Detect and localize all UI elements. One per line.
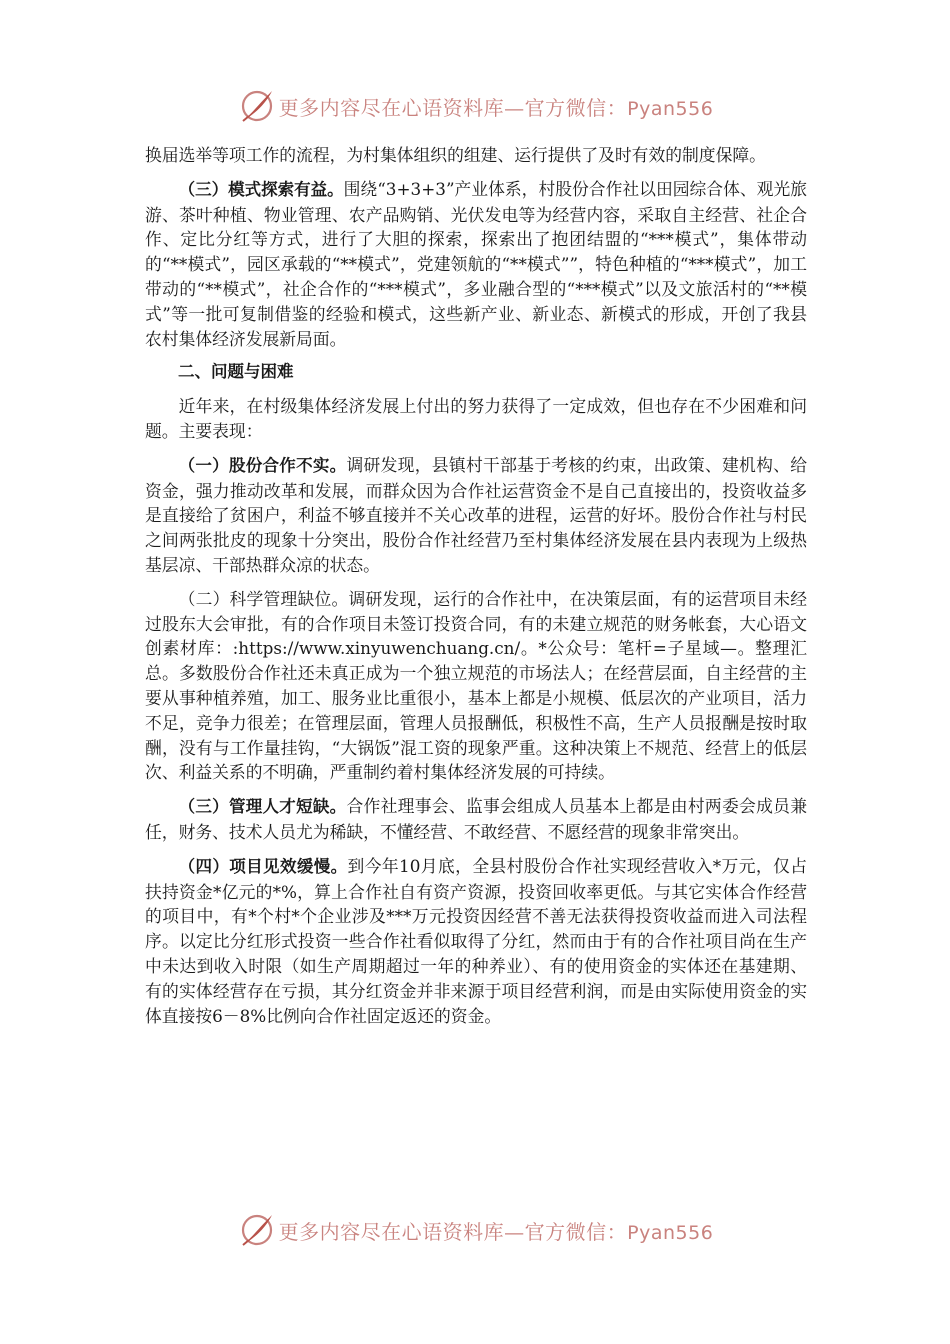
paragraph	[145, 177, 807, 352]
quill-pen-logo-icon	[237, 1210, 277, 1250]
paragraph-text: 近年来，在村级集体经济发展上付出的努力获得了一定成效，但也存在不少困难和问题。主要表现：	[145, 396, 807, 441]
header-banner	[0, 84, 950, 128]
banner-text	[279, 1216, 714, 1245]
paragraph	[145, 587, 807, 785]
paragraph-lead: （三）管理人才短缺。	[178, 797, 347, 817]
wechat-id: Pyan556	[627, 97, 714, 120]
footer-banner	[0, 1208, 950, 1252]
document-body	[145, 143, 807, 1037]
paragraph-lead: （一）股份合作不实。	[178, 455, 347, 475]
paragraph-text: 到今年10月底，全县村股份合作社实现经营收入*万元，仅占扶持资金*亿元的*%，算上合作社自有资产资源，投资回收率更低。与其它实体合作经营的项目中，有*个村*个企业涉及***万元投资因经营不善无法获得投资收益而进入司法程序。以定比分红形式投资一些合作社看似取得了分红，然而由于有的合作社项目尚在生产中未达到收入时限（如生产周期超过一年的种养业）、有的使用资金的实体还在基建期、有的实体经营存在亏损，其分红资金并非来源于项目经营利润，而是由实际使用资金的实体直接按6－8%比例向合作社固定返还的资金。	[145, 855, 808, 1026]
paragraph-lead: （三）模式探索有益。	[178, 179, 344, 199]
banner-text	[279, 92, 714, 121]
banner-label: 更多内容尽在心语资料库—官方微信：	[278, 95, 628, 120]
paragraph-text: 围绕“3+3+3”产业体系，村股份合作社以田园综合体、观光旅游、茶叶种植、物业管理、农产品购销、光伏发电等为经营内容，采取自主经营、社企合作、定比分红等方式，进行了大胆的探索，探索出了抱团结盟的“***模式”，集体带动的“**模式”，园区承载的“**模式”，党建领航的“**模式””，特色种植的“***模式”，加工带动的“**模式”，社企合作的“***模式”，多业融合型的“***模式”以及文旅活村的“**模式”等一批可复制借鉴的经验和模式，这些新产业、新业态、新模式的形成，开创了我县农村集体经济发展新局面。	[145, 178, 808, 349]
section-heading: 二、问题与困难	[178, 362, 294, 382]
paragraph	[145, 794, 807, 845]
paragraph	[145, 143, 807, 168]
wechat-id: Pyan556	[627, 1221, 714, 1244]
banner-label: 更多内容尽在心语资料库—官方微信：	[278, 1219, 628, 1244]
paragraph-text: 调研发现，县镇村干部基于考核的约束，出政策、建机构、给资金，强力推动改革和发展，而群众因为合作社运营资金不是自己直接出的，投资收益多是直接给了贫困户，利益不够直接并不关心改革的进程，运营的好坏。股份合作社与村民之间两张批皮的现象十分突出，股份合作社经营乃至村集体经济发展在县内表现为上级热基层凉、干部热群众凉的状态。	[145, 454, 808, 575]
paragraph-text: 换届选举等项工作的流程，为村集体组织的组建、运行提供了及时有效的制度保障。	[145, 145, 766, 165]
paragraph-text: （二）科学管理缺位。调研发现，运行的合作社中，在决策层面，有的运营项目未经过股东大会审批，有的合作项目未签订投资合同，有的未建立规范的财务帐套，大心语文创素材库：:https://www.xinyuwenchuang.cn/。*公众号：笔杆=子星域—。整理汇总。多数股份合作社还未真正成为一个独立规范的市场法人；在经营层面，自主经营的主要从事种植养殖，加工、服务业比重很小，基本上都是小规模、低层次的产业项目，活力不足，竞争力很差；在管理层面，管理人员报酬低，积极性不高，生产人员报酬是按时取酬，没有与工作量挂钩，“大锅饭”混工资的现象严重。这种决策上不规范、经营上的低层次、利益关系的不明确，严重制约着村集体经济发展的可持续。	[145, 588, 807, 783]
paragraph	[145, 453, 807, 578]
quill-pen-logo-icon	[237, 86, 277, 126]
paragraph-lead: （四）项目见效缓慢。	[178, 856, 348, 876]
paragraph	[145, 394, 807, 444]
paragraph	[145, 854, 807, 1029]
paragraph-text: 合作社理事会、监事会组成人员基本上都是由村两委会成员兼任，财务、技术人员尤为稀缺，不懂经营、不敢经营、不愿经营的现象非常突出。	[145, 796, 808, 842]
